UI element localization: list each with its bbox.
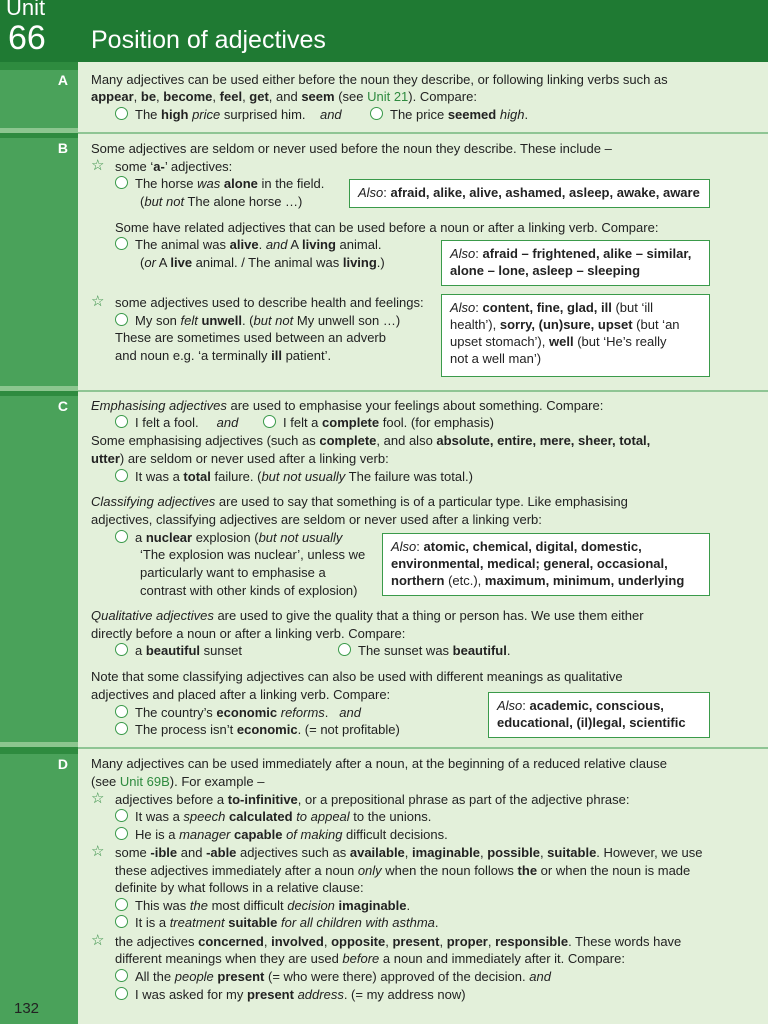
example-note: and noun e.g. ‘a terminally ill patient’.	[115, 348, 332, 363]
section-c-text: Classifying adjectives are used to say that something is of a particular type. Like emphasising	[91, 494, 628, 509]
example: a beautiful sunset	[115, 642, 242, 659]
section-b-text: Some adjectives are seldom or never used before the noun they describe. These include –	[91, 141, 612, 156]
section-tab-c	[0, 396, 78, 747]
also-box: Also: academic, conscious, educational, (il)legal, scientific	[488, 692, 710, 738]
section-c-text: Note that some classifying adjectives can also be used with different meanings as qualitative	[91, 669, 623, 684]
example: It is a treatment suitable for all children with asthma.	[115, 914, 439, 931]
section-c-text: adjectives, classifying adjectives are seldom or never used after a linking verb:	[91, 512, 542, 527]
section-divider	[78, 132, 768, 134]
example: I was asked for my present address. (= my address now)	[115, 986, 466, 1003]
example: The sunset was beautiful.	[338, 642, 510, 659]
section-tab-a	[0, 70, 78, 133]
unit-badge	[0, 0, 78, 62]
bullet-circle-icon	[115, 107, 128, 120]
example-note: (or A live animal. / The animal was living.)	[140, 255, 385, 270]
bullet-circle-icon	[115, 530, 128, 543]
bullet-circle-icon	[115, 827, 128, 840]
bullet-circle-icon	[115, 969, 128, 982]
section-label-d: D	[57, 756, 68, 772]
section-c-text: utter) are seldom or never used after a linking verb:	[91, 451, 389, 466]
section-d-text: (see Unit 69B). For example –	[91, 774, 265, 789]
section-divider	[78, 390, 768, 392]
bullet-text: different meanings when they are used before a noun and immediately after it. Compare:	[115, 951, 625, 966]
bullet-circle-icon	[115, 705, 128, 718]
example: It was a speech calculated to appeal to the unions.	[115, 808, 431, 825]
also-box: Also: content, fine, glad, ill (but ‘ill health’), sorry, (un)sure, upset (but ‘an upset stomach’), well (but ‘He’s really not a well man’)	[441, 294, 710, 377]
bullet-text: some -ible and -able adjectives such as available, imaginable, possible, suitable. However, we use	[115, 845, 703, 860]
example: It was a total failure. (but not usually The failure was total.)	[115, 468, 473, 485]
star-icon: ☆	[91, 843, 105, 860]
bullet-text: adjectives before a to-infinitive, or a prepositional phrase as part of the adjective phrase:	[115, 792, 630, 807]
example: The horse was alone in the field.	[115, 175, 324, 192]
section-c-text: adjectives and placed after a linking verb. Compare:	[91, 687, 391, 702]
bullet-circle-icon	[370, 107, 383, 120]
section-c-text: Some emphasising adjectives (such as complete, and also absolute, entire, mere, sheer, total,	[91, 433, 651, 448]
section-c-text: Emphasising adjectives are used to emphasise your feelings about something. Compare:	[91, 398, 604, 413]
example-note: These are sometimes used between an adverb	[115, 330, 386, 345]
example: All the people present (= who were there) approved of the decision. and	[115, 968, 551, 985]
example-note: ‘The explosion was nuclear’, unless we	[140, 547, 366, 562]
example: a nuclear explosion (but not usually	[115, 529, 342, 546]
section-c-text: Qualitative adjectives are used to give the quality that a thing or person has. We use them either	[91, 608, 644, 623]
bullet-text: definite by what follows in a relative clause:	[115, 880, 364, 895]
star-icon: ☆	[91, 293, 105, 310]
section-a-text: appear, be, become, feel, get, and seem (see Unit 21). Compare:	[91, 89, 477, 104]
bullet-circle-icon	[115, 809, 128, 822]
unit-number: 66	[8, 19, 46, 57]
section-a-text: Many adjectives can be used either before the noun they describe, or following linking verbs such as	[91, 72, 668, 87]
also-box: Also: afraid – frightened, alike – similar, alone – lone, asleep – sleeping	[441, 240, 710, 286]
unit-word: Unit	[6, 0, 46, 20]
example-note: (but not The alone horse …)	[140, 194, 303, 209]
example: He is a manager capable of making difficult decisions.	[115, 826, 448, 843]
bullet-text: Some have related adjectives that can be used before a noun or after a linking verb. Compare:	[115, 220, 659, 235]
section-tab-b	[0, 138, 78, 391]
bullet-text: some ‘a-’ adjectives:	[115, 159, 233, 174]
bullet-circle-icon	[115, 415, 128, 428]
bullet-circle-icon	[115, 469, 128, 482]
page-number: 132	[14, 1000, 40, 1017]
also-box: Also: atomic, chemical, digital, domestic, environmental, medical; general, occasional, northern (etc.), maximum, minimum, underlying	[382, 533, 710, 596]
bullet-circle-icon	[115, 237, 128, 250]
bullet-text: the adjectives concerned, involved, opposite, present, proper, responsible. These words have	[115, 934, 682, 949]
bullet-circle-icon	[115, 915, 128, 928]
section-tab-d	[0, 754, 78, 1024]
example-note: particularly want to emphasise a	[140, 565, 326, 580]
section-divider	[78, 747, 768, 749]
bullet-text: some adjectives used to describe health and feelings:	[115, 295, 424, 310]
page-title: Position of adjectives	[91, 26, 326, 54]
section-label-c: C	[57, 398, 68, 414]
star-icon: ☆	[91, 932, 105, 949]
example: The price seemed high.	[370, 106, 528, 123]
example: I felt a fool. and	[115, 414, 238, 431]
bullet-circle-icon	[115, 643, 128, 656]
section-d-text: Many adjectives can be used immediately after a noun, at the beginning of a reduced relative clause	[91, 756, 667, 771]
example: The process isn’t economic. (= not profitable)	[115, 721, 400, 738]
bullet-circle-icon	[263, 415, 276, 428]
bullet-circle-icon	[115, 898, 128, 911]
section-c-text: directly before a noun or after a linking verb. Compare:	[91, 626, 406, 641]
bullet-circle-icon	[115, 722, 128, 735]
bullet-circle-icon	[115, 313, 128, 326]
bullet-circle-icon	[115, 987, 128, 1000]
bullet-text: these adjectives immediately after a noun only when the noun follows the or when the noun is made	[115, 863, 691, 878]
example: This was the most difficult decision imaginable.	[115, 897, 410, 914]
example: The high price surprised him. and	[115, 106, 342, 123]
bullet-circle-icon	[338, 643, 351, 656]
example: I felt a complete fool. (for emphasis)	[263, 414, 494, 431]
star-icon: ☆	[91, 157, 105, 174]
example-note: contrast with other kinds of explosion)	[140, 583, 358, 598]
also-box: Also: afraid, alike, alive, ashamed, asleep, awake, aware	[349, 179, 710, 208]
star-icon: ☆	[91, 790, 105, 807]
example: My son felt unwell. (but not My unwell son …)	[115, 312, 400, 329]
section-label-a: A	[57, 72, 68, 88]
example: The country’s economic reforms. and	[115, 704, 361, 721]
section-label-b: B	[57, 140, 68, 156]
example: The animal was alive. and A living animal.	[115, 236, 381, 253]
bullet-circle-icon	[115, 176, 128, 189]
